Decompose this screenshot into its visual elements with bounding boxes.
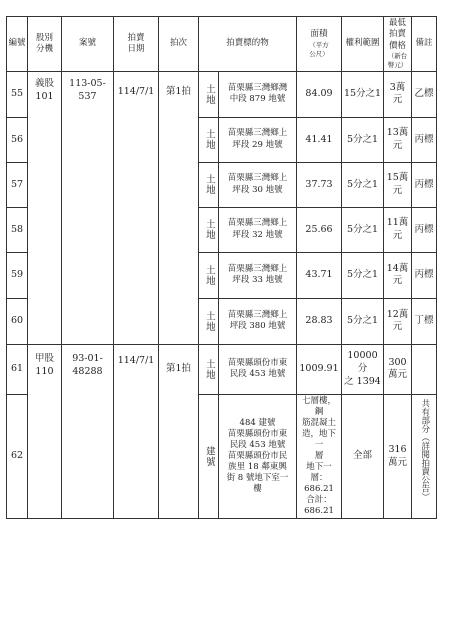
row-remark: 丙標 [412,117,437,162]
row-remark [412,394,437,519]
row-price: 300萬元 [384,344,412,394]
row-desc: 苗栗縣三灣鄉上 坪段 29 地號 [219,117,297,162]
row-area: 43.71 [297,252,342,298]
row-price: 12萬元 [384,298,412,344]
header-row [7,17,437,72]
row-type-text: 土地 [203,83,215,105]
header-round [159,17,199,72]
row-no: 59 [7,252,28,298]
row-rights: 15分之1 [342,71,384,117]
row-type [199,298,219,344]
table-row [7,71,437,117]
header-rights-text: 權利範圍 [345,38,380,49]
row-remark: 丙標 [412,207,437,252]
row-area: 25.66 [297,207,342,252]
header-remark-text: 備註 [415,38,433,49]
auction-table-page [6,16,436,519]
row-remark: 丙標 [412,162,437,207]
header-area-text: 面積 [310,29,328,40]
row-remark: 丁標 [412,298,437,344]
row-remark: 乙標 [412,71,437,117]
header-date-text: 拍賣 日期 [127,32,145,54]
row-price: 14萬元 [384,252,412,298]
header-rights [342,17,384,72]
row-price: 13萬元 [384,117,412,162]
row-remark [412,344,437,394]
row-desc: 苗栗縣三灣鄉灣 中段 879 地號 [219,71,297,117]
row-rights: 5分之1 [342,298,384,344]
header-item [199,17,297,72]
row-remark: 丙標 [412,252,437,298]
row-type-text: 土地 [203,219,215,241]
header-case-text: 案號 [78,38,96,49]
row-area: 1009.91 [297,344,342,394]
header-date [114,17,159,72]
row-desc: 苗栗縣三灣鄉上 坪段 33 地號 [219,252,297,298]
case1-unit: 義股 101 [28,71,62,344]
auction-table [6,16,437,519]
header-area [297,17,342,72]
row-type [199,252,219,298]
row-no: 58 [7,207,28,252]
row-no: 61 [7,344,28,394]
row-rights: 5分之1 [342,117,384,162]
row-area: 84.09 [297,71,342,117]
row-rights: 5分之1 [342,207,384,252]
header-price-text: 最低拍賣 價格 [389,18,407,51]
row-desc: 苗栗縣三灣鄉上 坪段 32 地號 [219,207,297,252]
case2-case-no: 93-01- 48288 [62,344,114,519]
row-no: 57 [7,162,28,207]
row-desc: 苗栗縣頭份市東 民段 453 地號 [219,344,297,394]
row-type-text: 土地 [203,264,215,286]
row-type-text: 建號 [203,446,215,468]
row-area: 41.41 [297,117,342,162]
row-remark-text: 共有部分（詳閱拍賣公告） [419,398,430,501]
header-area-unit: （平方 公尺） [309,40,329,58]
row-price: 15萬元 [384,162,412,207]
header-unit-text: 股別 分機 [35,32,53,54]
row-price: 3萬元 [384,71,412,117]
header-no [7,17,28,72]
row-type [199,207,219,252]
row-price: 11萬元 [384,207,412,252]
row-type [199,117,219,162]
case2-date: 114/7/1 [114,344,159,519]
row-type [199,162,219,207]
header-price [384,17,412,72]
header-round-text: 拍次 [169,38,187,49]
row-no: 62 [7,394,28,519]
header-item-text: 拍賣標的物 [226,38,269,49]
row-rights: 5分之1 [342,252,384,298]
header-unit [28,17,62,72]
row-type-text: 土地 [203,174,215,196]
header-no-text: 編號 [8,38,26,49]
case1-case-no: 113-05- 537 [62,71,114,344]
row-area: 七層樓，鋼 筋混凝土 造，地下一 層 地下一層： 686.21 合計： 686.21 [297,394,342,519]
row-area: 28.83 [297,298,342,344]
row-rights: 5分之1 [342,162,384,207]
row-no: 60 [7,298,28,344]
row-desc: 苗栗縣三灣鄉上 坪段 380 地號 [219,298,297,344]
row-type [199,394,219,519]
case1-date: 114/7/1 [114,71,159,344]
header-price-unit: （新台幣元） [387,52,408,70]
row-type [199,71,219,117]
table-row [7,344,437,394]
case2-unit: 甲股 110 [28,344,62,519]
row-area: 37.73 [297,162,342,207]
row-no: 56 [7,117,28,162]
row-desc: 苗栗縣三灣鄉上 坪段 30 地號 [219,162,297,207]
row-rights: 10000 分 之 1394 [342,344,384,394]
row-type-text: 土地 [203,310,215,332]
row-price: 316萬元 [384,394,412,519]
header-remark [412,17,437,72]
row-type [199,344,219,394]
row-type-text: 土地 [203,358,215,380]
row-desc: 484 建號 苗栗縣頭份市東 民段 453 地號 苗栗縣頭份市民 族里 18 鄰東興 街 8 號地下室一 樓 [219,394,297,519]
case2-round: 第1拍 [159,344,199,519]
row-type-text: 土地 [203,129,215,151]
header-case [62,17,114,72]
row-no: 55 [7,71,28,117]
case1-round: 第1拍 [159,71,199,344]
row-rights: 全部 [342,394,384,519]
